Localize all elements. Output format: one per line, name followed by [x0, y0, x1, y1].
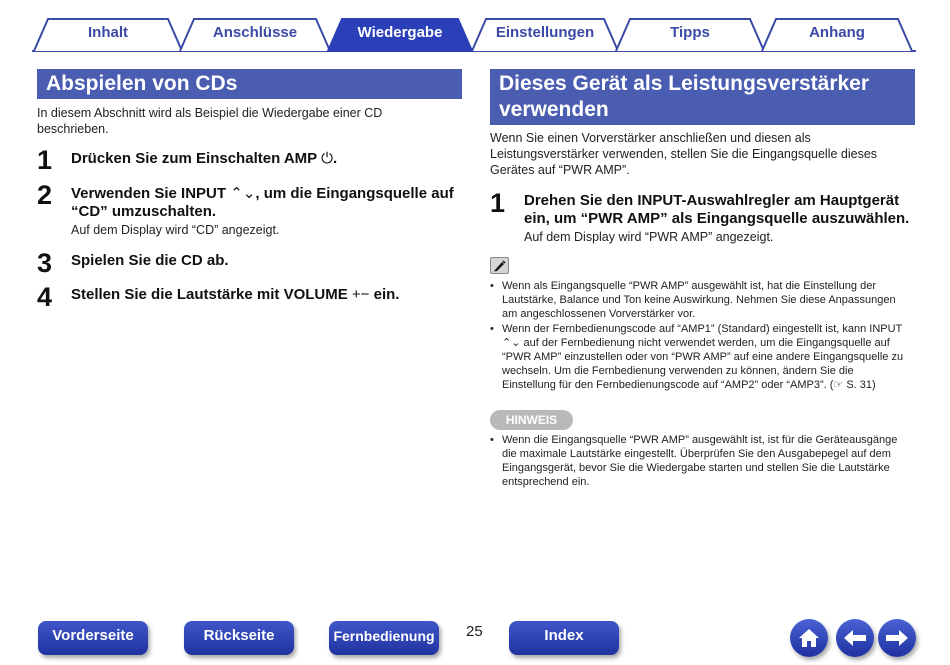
hinweis-item — [490, 433, 920, 489]
note-line: “PWR AMP” einzustellen oder von “PWR AMP” auf eine andere Eingangsquelle zu — [502, 351, 904, 363]
right-intro-line-1: Wenn Sie einen Vorverstärker anschließen und diesen als — [490, 131, 811, 145]
tab-bar — [0, 0, 950, 56]
left-intro-line-1: In diesem Abschnitt wird als Beispiel die Wiedergabe einer CD — [37, 106, 383, 120]
note-line: wechseln. Um die Fernbedienung verwenden zu können, ändern Sie die — [502, 365, 854, 377]
right-step-subtext: Auf dem Display wird “PWR AMP” angezeigt. — [524, 230, 774, 244]
step-number: 4 — [37, 282, 53, 312]
pencil-icon — [490, 257, 509, 274]
right-intro-line-3: Gerätes auf “PWR AMP”. — [490, 163, 630, 177]
tab-anschluesse[interactable]: Anschlüsse — [212, 24, 298, 41]
step-2-line-2: “CD” umzuschalten. — [71, 203, 217, 220]
back-page-button[interactable]: Rückseite — [184, 621, 294, 655]
front-page-button[interactable]: Vorderseite — [38, 621, 148, 655]
step-4-label-a: Stellen Sie die Lautstärke mit VOLUME — [71, 286, 352, 303]
step-2-label-a: Verwenden Sie INPUT — [71, 185, 231, 202]
tab-einstellungen[interactable]: Einstellungen — [495, 24, 595, 41]
step-3-text: Spielen Sie die CD ab. — [71, 252, 229, 269]
plus-minus-icon: +− — [351, 286, 370, 303]
section-title-power-amp — [490, 69, 915, 125]
bullet-icon: • — [490, 323, 494, 335]
left-intro-line-2: beschrieben. — [37, 122, 109, 136]
note-item — [490, 322, 920, 392]
step-2-subtext: Auf dem Display wird “CD” angezeigt. — [71, 223, 280, 237]
step-number: 3 — [37, 248, 53, 278]
up-down-arrows-icon: ⌃⌄ — [230, 185, 256, 202]
page-number: 25 — [466, 623, 483, 640]
note-line: Wenn als Eingangsquelle “PWR AMP” ausgewählt ist, hat die Einstellung der — [502, 280, 876, 292]
step-4-label-b: ein. — [369, 286, 400, 303]
section-title-cds: Abspielen von CDs — [37, 69, 462, 99]
hinweis-line: Wenn die Eingangsquelle “PWR AMP” ausgewählt ist, ist für die Geräteausgänge — [502, 434, 898, 446]
note-line: Wenn der Fernbedienungscode auf “AMP1” (Standard) eingestellt ist, kann INPUT — [502, 323, 903, 335]
step-1-label: Drücken Sie zum Einschalten AMP — [71, 150, 322, 167]
step-2-label-b: , um die Eingangsquelle auf — [255, 185, 454, 202]
step-number: 1 — [37, 145, 53, 175]
note-line-with-page-link[interactable]: Einstellung für den Fernbedienungscode auf “AMP2” oder “AMP3”. (☞ S. 31) — [502, 379, 876, 391]
arrow-left-icon[interactable] — [836, 619, 874, 657]
step-1-text — [71, 149, 337, 168]
tab-wiedergabe[interactable]: Wiedergabe — [357, 24, 443, 41]
step-4-text — [71, 285, 399, 304]
tab-tipps[interactable]: Tipps — [670, 24, 710, 41]
right-intro-line-2: Leistungsverstärker verwenden, stellen Sie die Eingangsquelle dieses — [490, 147, 878, 161]
note-line: ⌃⌄ auf der Fernbedienung nicht verwendet werden, um die Eingangsquelle auf — [502, 337, 890, 349]
section-title-line-1: Dieses Gerät als Leistungsverstärker — [499, 72, 870, 95]
note-item-text — [502, 279, 896, 321]
section-title-line-2: verwenden — [499, 98, 609, 121]
note-line: Lautstärke, Balance und Ton keine Auswirkung. Nehmen Sie diese Anpassungen — [502, 294, 896, 306]
power-icon: ⏻ — [321, 150, 333, 167]
step-number: 1 — [490, 188, 506, 218]
home-icon[interactable] — [790, 619, 828, 657]
note-item-text — [502, 322, 903, 392]
note-item — [490, 279, 920, 321]
hinweis-line: Eingangsgerät, bevor Sie die Wiedergabe starten und stellen Sie die Lautstärke — [502, 462, 890, 474]
right-step-line-1: Drehen Sie den INPUT-Auswahlregler am Hauptgerät — [524, 192, 900, 209]
hinweis-line: die maximale Lautstärke eingestellt. Überprüfen Sie den Ausgabepegel auf dem — [502, 448, 891, 460]
step-1-end: . — [332, 150, 338, 167]
tab-inhalt[interactable]: Inhalt — [88, 24, 128, 41]
step-number: 2 — [37, 180, 53, 210]
note-line: am angeschlossenen Vorverstärker vor. — [502, 308, 696, 320]
tab-anhang[interactable]: Anhang — [809, 24, 865, 41]
remote-control-button[interactable]: Fernbedienung — [329, 621, 439, 655]
hinweis-line: entsprechend ein. — [502, 476, 590, 488]
step-2-line-1 — [71, 184, 454, 203]
right-step-line-2: ein, um “PWR AMP” als Eingangsquelle auszuwählen. — [524, 210, 910, 227]
arrow-right-icon[interactable] — [878, 619, 916, 657]
index-button[interactable]: Index — [509, 621, 619, 655]
bullet-icon: • — [490, 434, 494, 446]
hinweis-item-text — [502, 433, 897, 489]
hinweis-badge: HINWEIS — [490, 410, 573, 430]
bullet-icon: • — [490, 280, 494, 292]
